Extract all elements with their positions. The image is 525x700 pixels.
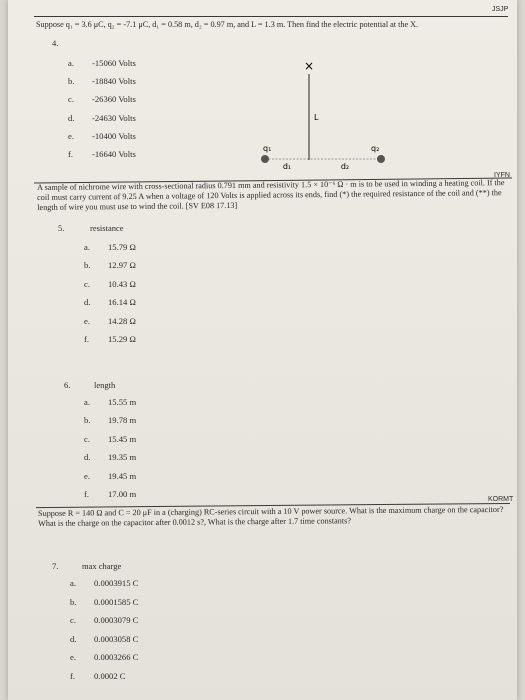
option-letter: a. <box>68 58 74 68</box>
x-mark: × <box>303 59 315 73</box>
divider <box>34 16 508 17</box>
option-letter: d. <box>84 297 91 308</box>
label-d1: d₁ <box>282 162 292 171</box>
option-f[interactable] <box>84 489 136 507</box>
options-q6 <box>84 397 136 507</box>
option-e[interactable] <box>68 131 136 149</box>
option-text: 17.00 m <box>108 488 137 499</box>
subquestion-label-q6: length <box>94 380 116 390</box>
option-text: 19.45 m <box>108 470 137 481</box>
question-stem-q4: Suppose q₁ = 3.6 μC, q₂ = -7.1 μC, d₁ = 0.58 m, d₂ = 0.97 m, and L = 1.3 m. Then find the electric potential at the X. <box>36 20 419 29</box>
question-stem-q7: Suppose R = 140 Ω and C = 20 μF in a (charging) RC-series circuit with a 10 V power source. What is the maximum charge on the capacitor? What is the charge on the capacitor after 0.0012 s?, What is the charge after 1.7 time constants? <box>38 504 504 528</box>
option-letter: b. <box>68 76 75 87</box>
option-letter: c. <box>84 433 90 444</box>
option-c[interactable] <box>70 615 138 634</box>
option-letter: b. <box>84 415 91 426</box>
option-letter: e. <box>68 130 74 141</box>
option-text: -26360 Volts <box>92 94 136 105</box>
option-d[interactable] <box>84 452 136 470</box>
option-b[interactable] <box>84 260 136 278</box>
option-letter: e. <box>70 652 76 663</box>
options-q7 <box>70 578 138 690</box>
subquestion-label-q5: resistance <box>90 223 124 233</box>
option-letter: b. <box>70 596 77 607</box>
option-text: 14.28 Ω <box>108 315 136 326</box>
question-number-q7: 7. <box>52 561 59 571</box>
option-text: 0.0002 C <box>94 670 126 681</box>
option-text: 0.0003058 C <box>94 633 139 644</box>
option-text: 15.79 Ω <box>108 242 136 252</box>
options-q5 <box>84 242 136 352</box>
problem-tag-q7: KORMT <box>488 496 514 503</box>
option-b[interactable] <box>84 415 136 433</box>
option-letter: e. <box>84 470 90 481</box>
option-letter: d. <box>68 112 75 123</box>
option-text: 0.0001585 C <box>94 596 139 607</box>
question-number-q6: 6. <box>64 380 71 390</box>
option-letter: d. <box>70 633 77 644</box>
option-text: 10.43 Ω <box>108 278 136 289</box>
option-b[interactable] <box>68 76 136 94</box>
option-e[interactable] <box>84 316 136 334</box>
option-text: 0.0003915 C <box>94 578 139 588</box>
option-e[interactable] <box>70 652 138 671</box>
option-text: -16640 Volts <box>92 148 136 159</box>
option-letter: a. <box>70 578 76 588</box>
option-letter: d. <box>84 452 91 463</box>
option-letter: c. <box>84 278 90 289</box>
option-letter: f. <box>84 333 90 344</box>
option-text: 15.55 m <box>108 397 137 407</box>
question-stem-q56: A sample of nichrome wire with cross-sectional radius 0.791 mm and resistivity 1.5 × 10⁻⁶ Ω · m is to be used in winding a heating coil. If the coil must carry current of 9.25 A when a voltage of 120 Volts is applied across its ends, find (*) the required resistance of the coil and (**) the length of wire you must use to wind the coil. [SV E08 17.13] <box>37 178 505 212</box>
options-q4 <box>68 58 136 167</box>
option-text: 12.97 Ω <box>108 260 136 271</box>
option-letter: c. <box>68 94 74 105</box>
option-text: -18840 Volts <box>92 76 136 87</box>
option-letter: f. <box>68 148 74 159</box>
subquestion-label-q7: max charge <box>82 561 122 571</box>
option-letter: f. <box>84 488 90 499</box>
option-f[interactable] <box>68 149 136 167</box>
option-text: 16.14 Ω <box>108 297 136 308</box>
option-c[interactable] <box>84 279 136 297</box>
charge-diagram <box>253 56 393 176</box>
option-text: 19.35 m <box>108 452 137 463</box>
option-f[interactable] <box>70 671 138 690</box>
option-d[interactable] <box>68 113 136 131</box>
label-L: L <box>314 113 319 122</box>
option-letter: c. <box>70 615 76 626</box>
question-number-q5: 5. <box>58 223 65 233</box>
option-a[interactable] <box>68 58 136 76</box>
option-letter: b. <box>84 260 91 271</box>
option-a[interactable] <box>84 242 136 260</box>
option-text: 0.0003266 C <box>94 652 139 663</box>
option-text: -15060 Volts <box>92 58 136 68</box>
option-d[interactable] <box>84 297 136 315</box>
option-text: 15.29 Ω <box>108 333 136 344</box>
option-d[interactable] <box>70 634 138 653</box>
problem-tag-q56: IYFN <box>494 172 510 179</box>
option-letter: a. <box>84 397 90 407</box>
option-text: 15.45 m <box>108 433 137 444</box>
option-letter: a. <box>84 242 90 252</box>
option-text: 0.0003079 C <box>94 615 139 626</box>
exam-sheet <box>8 0 517 700</box>
option-c[interactable] <box>68 94 136 112</box>
label-q1: q₁ <box>263 144 272 153</box>
option-b[interactable] <box>70 597 138 616</box>
option-a[interactable] <box>84 397 136 415</box>
option-a[interactable] <box>70 578 138 597</box>
label-q2: q₂ <box>371 144 380 153</box>
option-text: -24630 Volts <box>92 112 136 123</box>
option-text: 19.78 m <box>108 415 137 426</box>
option-c[interactable] <box>84 434 136 452</box>
problem-tag-q4: JSJP <box>492 6 509 13</box>
label-d2: d₂ <box>340 162 350 171</box>
option-text: -10400 Volts <box>92 130 136 141</box>
option-letter: f. <box>70 670 76 681</box>
option-f[interactable] <box>84 334 136 352</box>
option-e[interactable] <box>84 471 136 489</box>
option-letter: e. <box>84 315 90 326</box>
question-number-q4: 4. <box>52 38 59 48</box>
